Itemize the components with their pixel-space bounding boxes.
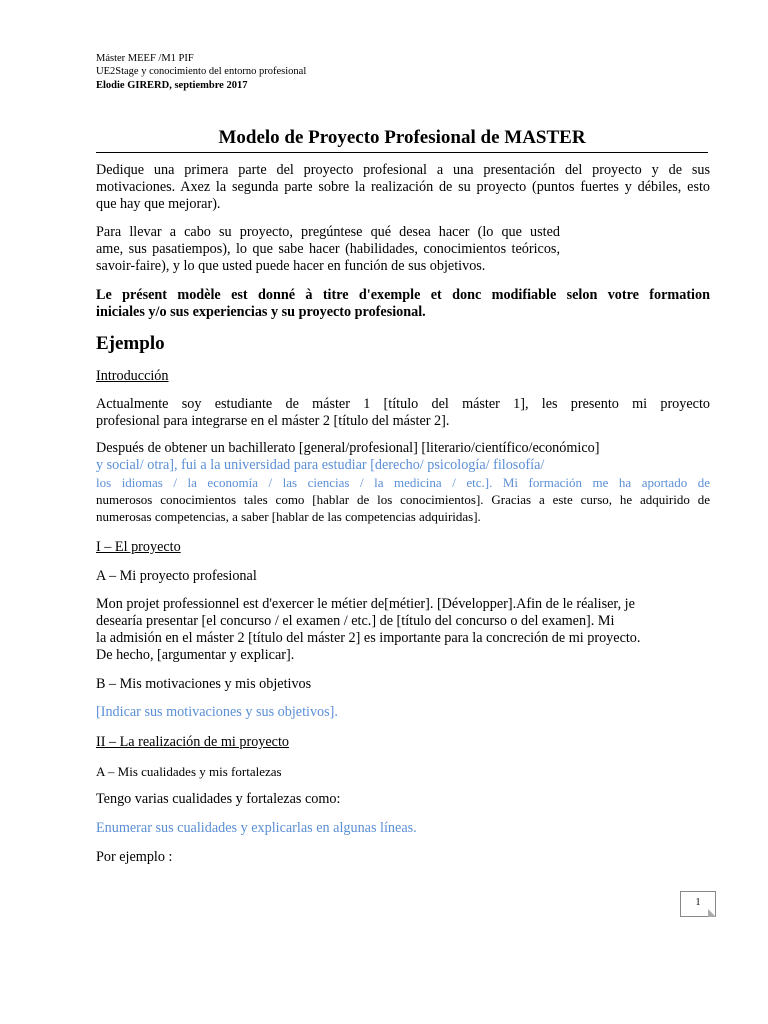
example-heading: Ejemplo bbox=[96, 333, 165, 354]
text-line: numerosos conocimientos tales como [hablar de los conocimientos]. Gracias a este curso, he adquirido de bbox=[96, 492, 710, 507]
text-line: Mon projet professionnel est d'exercer le métier de[métier]. [Développer].Afin de le réaliser, je bbox=[96, 596, 635, 612]
text-line: y social/ otra], fui a la universidad para estudiar [derecho/ psicología/ filosofía/ bbox=[96, 457, 545, 473]
section-1-heading-text: I – El proyecto bbox=[96, 539, 181, 555]
section-1b-heading: B – Mis motivaciones y mis objetivos bbox=[96, 676, 312, 692]
text-line: De hecho, [argumentar y explicar]. bbox=[96, 647, 295, 663]
qualities-instruction: Enumerar sus cualidades y explicarlas en algunas líneas. bbox=[96, 820, 417, 836]
example-paragraph-2 bbox=[96, 440, 710, 525]
header-author: Elodie GIRERD, septiembre 2017 bbox=[96, 80, 248, 91]
page-number: 1 bbox=[695, 897, 701, 908]
document-title: Modelo de Proyecto Profesional de MASTER bbox=[96, 127, 708, 153]
text-line: desearía presentar [el concurso / el examen / etc.] de [título del concurso o del examen]. Mi bbox=[96, 613, 615, 629]
text-line: Le présent modèle est donné à titre d'exemple et donc modifiable selon votre formation bbox=[96, 287, 710, 303]
section-1a-heading: A – Mi proyecto profesional bbox=[96, 568, 257, 584]
header-program: Máster MEEF /M1 PIF bbox=[96, 53, 194, 64]
text-line: iniciales y/o sus experiencias y su proyecto profesional. bbox=[96, 304, 426, 320]
text-line: que hay que mejorar). bbox=[96, 196, 221, 212]
text-line: Dedique una primera parte del proyecto profesional a una presentación del proyecto y de sus bbox=[96, 162, 710, 178]
text-line: ame, sus pasatiempos), lo que sabe hacer (habilidades, conocimientos teóricos, bbox=[96, 241, 560, 257]
example-lead: Por ejemplo : bbox=[96, 849, 173, 865]
text-line: los idiomas / la economía / las ciencias / la medicina / etc.]. Mi formación me ha aportado de bbox=[96, 475, 710, 490]
intro-paragraph-2 bbox=[96, 224, 560, 275]
section-1-heading bbox=[96, 539, 710, 556]
qualities-intro: Tengo varias cualidades y fortalezas como: bbox=[96, 791, 341, 807]
section-2-heading-text: II – La realización de mi proyecto bbox=[96, 734, 290, 750]
section-2-heading bbox=[96, 734, 710, 751]
section-2a-heading: A – Mis cualidades y mis fortalezas bbox=[96, 764, 282, 779]
example-paragraph-1 bbox=[96, 396, 710, 430]
intro-paragraph-1 bbox=[96, 162, 710, 213]
text-line: Después de obtener un bachillerato [general/profesional] [literario/científico/económico] bbox=[96, 440, 600, 456]
text-line: motivaciones. Axez la segunda parte sobre la realización de su proyecto (puntos fuertes y débiles, esto bbox=[96, 179, 710, 195]
text-line: profesional para integrarse en el máster 2 [título del máster 2]. bbox=[96, 413, 450, 429]
page-number-box bbox=[680, 891, 716, 917]
intro-section-heading: Introducción bbox=[96, 368, 169, 384]
text-line: savoir-faire), y lo que usted puede hacer en función de sus objetivos. bbox=[96, 258, 486, 274]
text-line: la admisión en el máster 2 [título del máster 2] es importante para la concreción de mi proyecto. bbox=[96, 630, 641, 646]
text-line: Actualmente soy estudiante de máster 1 [título del máster 1], les presento mi proyecto bbox=[96, 396, 710, 412]
motivations-instruction: [Indicar sus motivaciones y sus objetivos]. bbox=[96, 704, 338, 720]
page-fold-icon bbox=[708, 909, 716, 917]
text-line: numerosas competencias, a saber [hablar de las competencias adquiridas]. bbox=[96, 509, 481, 524]
text-line: Para llevar a cabo su proyecto, pregúntese qué desea hacer (lo que usted bbox=[96, 224, 560, 240]
project-paragraph bbox=[96, 596, 710, 664]
intro-note bbox=[96, 287, 710, 321]
header-course: UE2Stage y conocimiento del entorno profesional bbox=[96, 66, 307, 77]
